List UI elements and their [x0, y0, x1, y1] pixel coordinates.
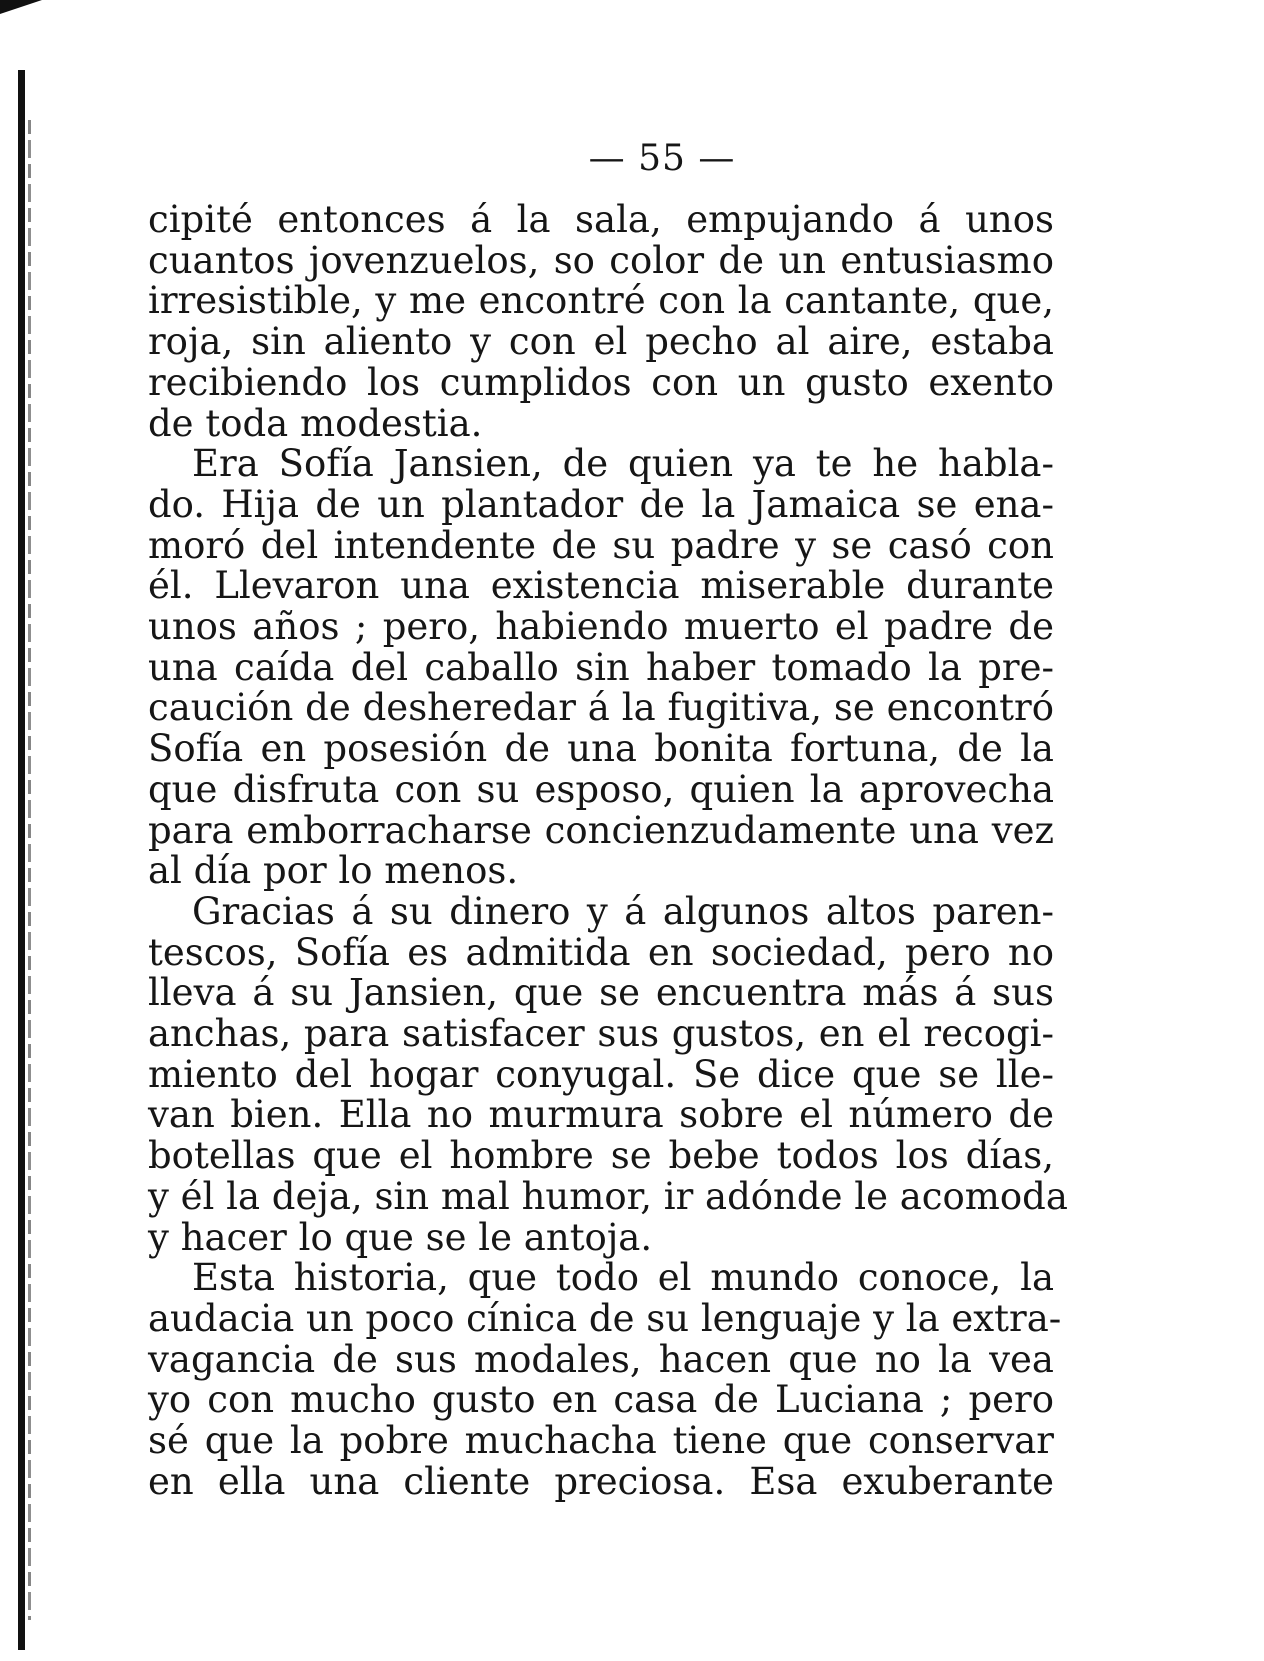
- text-line: caución de desheredar á la fugitiva, se encontró: [148, 686, 1054, 730]
- text-line: una caída del caballo sin haber tomado la pre-: [148, 645, 1054, 689]
- book-binding-shadow: [28, 120, 31, 1620]
- book-binding-edge: [18, 70, 25, 1650]
- text-line: Era Sofía Jansien, de quien ya te he habla-: [192, 442, 1054, 486]
- text-line: y hacer lo que se le antoja.: [148, 1215, 653, 1259]
- text-line: al día por lo menos.: [148, 849, 519, 893]
- text-line: de toda modestia.: [148, 401, 483, 445]
- page-number: — 55 —: [588, 138, 736, 179]
- text-line: Sofía en posesión de una bonita fortuna, de la: [148, 727, 1054, 771]
- text-line: yo con mucho gusto en casa de Luciana ; pero: [148, 1378, 1054, 1422]
- text-line: van bien. Ella no murmura sobre el número de: [148, 1093, 1054, 1137]
- text-line: botellas que el hombre se bebe todos los días,: [148, 1134, 1054, 1178]
- text-line: cuantos jovenzuelos, so color de un entusiasmo: [148, 238, 1054, 282]
- body-text: [148, 198, 1068, 1503]
- text-line: sé que la pobre muchacha tiene que conservar: [148, 1419, 1054, 1463]
- text-line: anchas, para satisfacer sus gustos, en el recogi-: [148, 1012, 1054, 1056]
- paragraph: [148, 1256, 1062, 1503]
- text-line: él. Llevaron una existencia miserable durante: [148, 564, 1054, 608]
- text-line: Gracias á su dinero y á algunos altos paren-: [192, 889, 1054, 933]
- paragraph: [148, 200, 1054, 444]
- text-line: cipité entonces á la sala, empujando á unos: [148, 198, 1054, 241]
- text-line: y él la deja, sin mal humor, ir adónde le acomoda: [148, 1174, 1068, 1218]
- paragraph: [148, 444, 1054, 892]
- text-line: lleva á su Jansien, que se encuentra más á sus: [148, 971, 1054, 1015]
- text-line: recibiendo los cumplidos con un gusto exento: [148, 360, 1054, 404]
- text-line: do. Hija de un plantador de la Jamaica se ena-: [148, 482, 1054, 526]
- text-line: en ella una cliente preciosa. Esa exuberante: [148, 1459, 1054, 1503]
- scan-corner-mark: [0, 0, 42, 14]
- text-line: vagancia de sus modales, hacen que no la vea: [148, 1337, 1054, 1381]
- text-line: para emborracharse concienzudamente una vez: [148, 808, 1054, 852]
- text-line: Esta historia, que todo el mundo conoce, la: [192, 1256, 1054, 1300]
- text-line: moró del intendente de su padre y se casó con: [148, 523, 1054, 567]
- text-line: audacia un poco cínica de su lenguaje y la extra-: [148, 1296, 1062, 1340]
- text-line: tescos, Sofía es admitida en sociedad, pero no: [148, 930, 1054, 974]
- text-line: unos años ; pero, habiendo muerto el padre de: [148, 605, 1054, 649]
- text-line: miento del hogar conyugal. Se dice que se lle-: [148, 1052, 1054, 1096]
- text-line: roja, sin aliento y con el pecho al aire, estaba: [148, 320, 1054, 364]
- paragraph: [148, 889, 1068, 1259]
- text-line: que disfruta con su esposo, quien la aprovecha: [148, 767, 1054, 811]
- text-line: irresistible, y me encontré con la cantante, que,: [148, 279, 1054, 323]
